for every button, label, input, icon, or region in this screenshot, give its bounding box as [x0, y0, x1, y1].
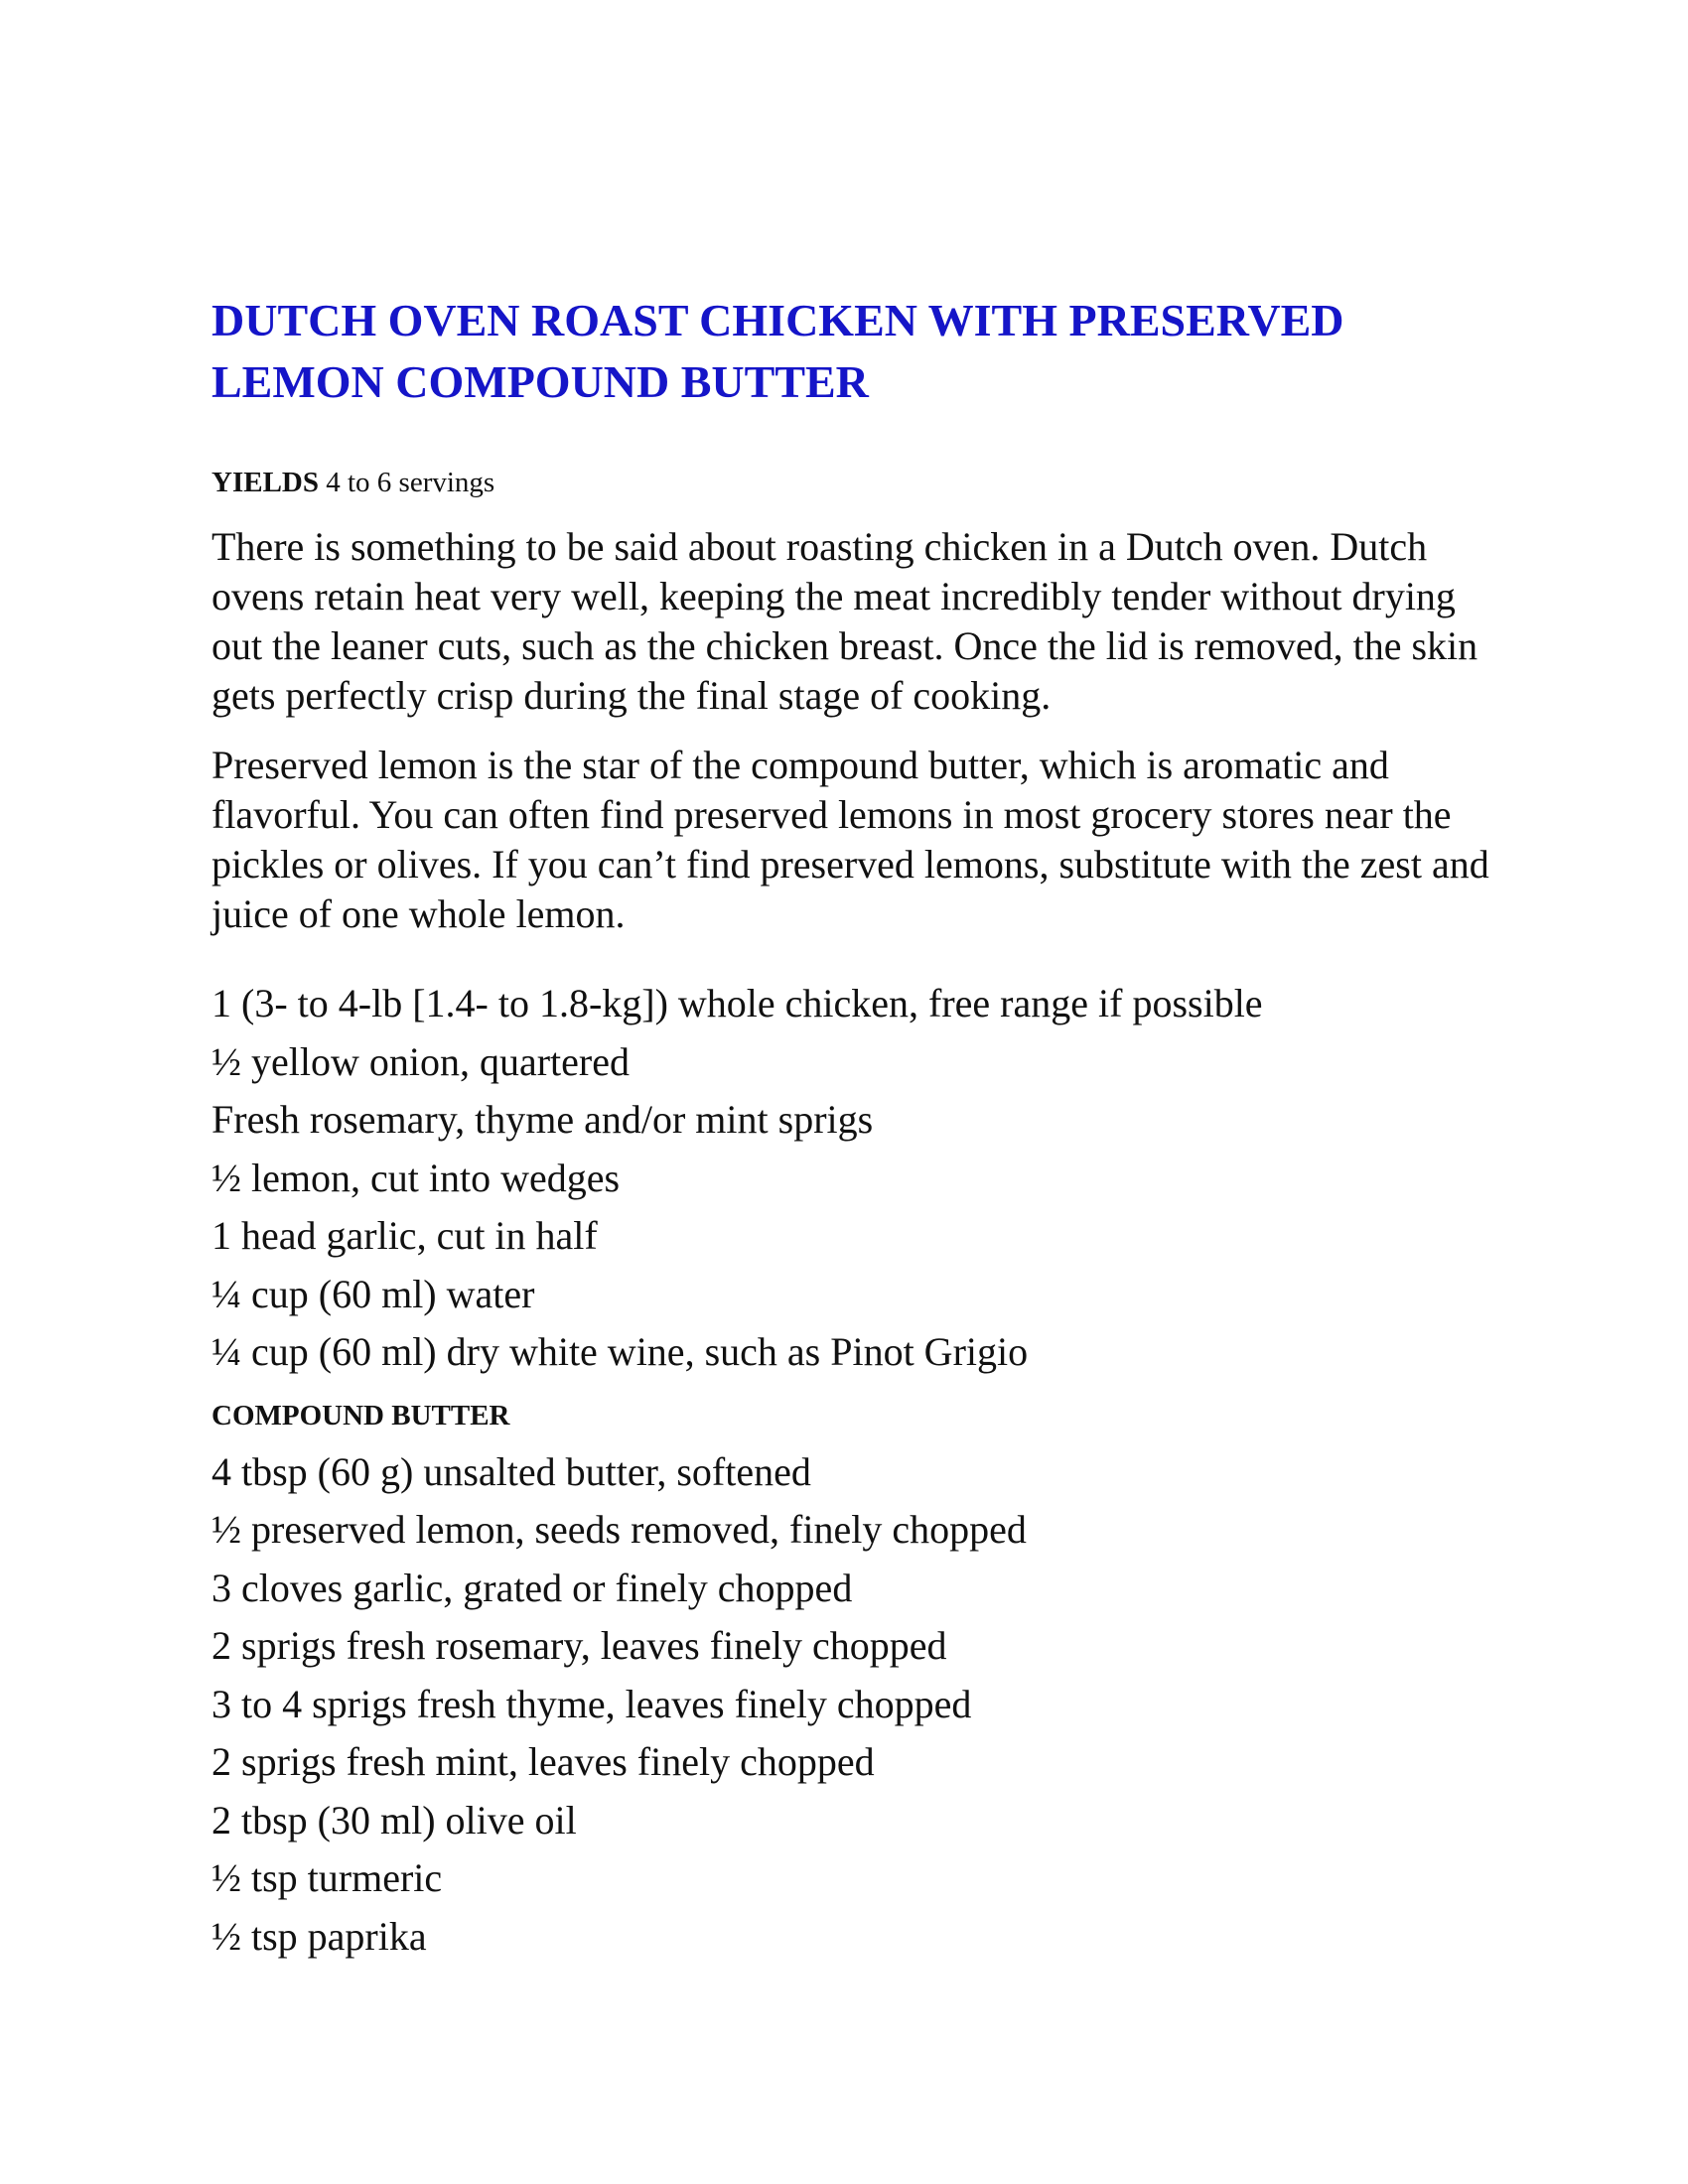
- ingredient-item: 3 to 4 sprigs fresh thyme, leaves finely chopped: [211, 1681, 972, 1726]
- ingredient-item: ½ preserved lemon, seeds removed, finely chopped: [211, 1507, 1027, 1552]
- ingredient-item: ½ lemon, cut into wedges: [211, 1155, 621, 1200]
- ingredient-list: [211, 975, 1492, 1382]
- ingredient-item: 3 cloves garlic, grated or finely chopped: [211, 1565, 853, 1610]
- ingredient-item: 2 sprigs fresh mint, leaves finely chopped: [211, 1739, 875, 1784]
- ingredient-item: 2 tbsp (30 ml) olive oil: [211, 1797, 577, 1843]
- ingredient-item: 2 sprigs fresh rosemary, leaves finely chopped: [211, 1623, 947, 1668]
- recipe-title: DUTCH OVEN ROAST CHICKEN WITH PRESERVED LEMON COMPOUND BUTTER: [211, 295, 1344, 407]
- ingredient-item: ½ yellow onion, quartered: [211, 1038, 630, 1084]
- yields-line: [211, 465, 1492, 500]
- ingredient-item: 4 tbsp (60 g) unsalted butter, softened: [211, 1448, 811, 1494]
- ingredient-item: ¼ cup (60 ml) dry white wine, such as Pinot Grigio: [211, 1329, 1029, 1374]
- intro-paragraph: Preserved lemon is the star of the compound butter, which is aromatic and flavorful. You can often find preserved lemons in most grocery stores near the pickles or olives. If you can’t find preserved lemons, substitute with the zest and juice of one whole lemon.: [211, 743, 1489, 936]
- yields-value: 4 to 6 servings: [326, 467, 495, 498]
- ingredient-item: ¼ cup (60 ml) water: [211, 1271, 535, 1316]
- ingredient-item: 1 head garlic, cut in half: [211, 1213, 598, 1258]
- intro-paragraph: There is something to be said about roasting chicken in a Dutch oven. Dutch ovens retain heat very well, keeping the meat incredibly tender without drying out the leaner cuts, such as the chicken breast. Once the lid is removed, the skin gets perfectly crisp during the final stage of cooking.: [211, 524, 1478, 718]
- yields-label: YIELDS: [211, 467, 319, 498]
- recipe-page: [211, 290, 1492, 1966]
- compound-butter-heading: COMPOUND BUTTER: [211, 1399, 510, 1432]
- ingredient-item: Fresh rosemary, thyme and/or mint sprigs: [211, 1097, 874, 1142]
- ingredient-item: 1 (3- to 4-lb [1.4- to 1.8-kg]) whole chicken, free range if possible: [211, 981, 1263, 1025]
- ingredient-item: ½ tsp turmeric: [211, 1855, 443, 1900]
- compound-butter-list: [211, 1443, 1492, 1967]
- ingredient-item: ½ tsp paprika: [211, 1913, 427, 1959]
